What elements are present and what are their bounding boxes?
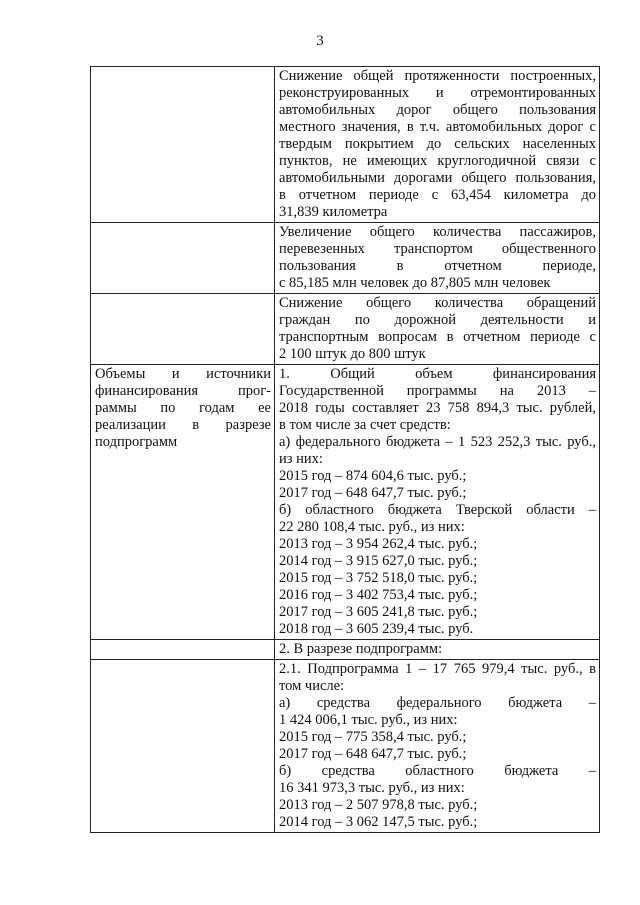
text-line: 2015 год – 3 752 518,0 тыс. руб.; (279, 570, 478, 586)
text-line: автомобильными дорогами общего пользования, (279, 170, 596, 186)
text-line: 2018 годы составляет 23 758 894,3 тыс. рублей, (279, 400, 596, 416)
row-label-cell (91, 640, 275, 660)
text-line: 2017 год – 648 647,7 тыс. руб.; (279, 485, 467, 501)
text-line: граждан по дорожной деятельности и (279, 312, 596, 328)
text-line: 2.1. Подпрограмма 1 – 17 765 979,4 тыс. руб., в (279, 661, 596, 677)
row-label-cell (91, 660, 275, 833)
subprogram-heading (275, 640, 600, 660)
text-line: а) федерального бюджета – 1 523 252,3 тыс. руб., (279, 434, 596, 450)
subprogram-1-funding (275, 660, 600, 833)
text-line: Снижение общей протяженности построенных, (279, 68, 596, 84)
indicator-complaints (275, 294, 600, 365)
text-line: с 85,185 млн человек до 87,805 млн человек (279, 275, 551, 291)
text-line: том числе: (279, 678, 345, 694)
text-line: б) областного бюджета Тверской области – (279, 502, 596, 518)
text-line: местного значения, в т.ч. автомобильных дорог с (279, 119, 596, 135)
page-number: 3 (316, 33, 324, 49)
text-line: а) средства федерального бюджета – (279, 695, 596, 711)
text-line: в том числе за счет средств: (279, 417, 451, 433)
total-funding (275, 365, 600, 640)
text-line: 2014 год – 3 915 627,0 тыс. руб.; (279, 553, 478, 569)
table-row (91, 223, 600, 294)
text-line: пользования в отчетном периоде, (279, 258, 596, 274)
text-line: финансирования прог- (95, 383, 271, 399)
text-line: Снижение общего количества обращений (279, 295, 596, 311)
table-row (91, 365, 600, 640)
program-passport-table (90, 66, 600, 833)
row-label-cell (91, 67, 275, 223)
text-line: Объемы и источники (95, 366, 271, 382)
text-line: б) средства областного бюджета – (279, 763, 596, 779)
text-line: 2015 год – 874 604,6 тыс. руб.; (279, 468, 467, 484)
text-line: Увеличение общего количества пассажиров, (279, 224, 596, 240)
text-line: в отчетном периоде с 63,454 километра до (279, 187, 596, 203)
text-line: 2013 год – 3 954 262,4 тыс. руб.; (279, 536, 478, 552)
text-line: реализации в разрезе (95, 417, 271, 433)
text-line: 2017 год – 648 647,7 тыс. руб.; (279, 746, 467, 762)
text-line: из них: (279, 451, 323, 467)
text-line: раммы по годам ее (95, 400, 271, 416)
text-line: 31,839 километра (279, 204, 388, 220)
funding-sources-label (91, 365, 275, 640)
text-line: реконструированных и отремонтированных (279, 85, 596, 101)
text-line: пунктов, не имеющих круглогодичной связи с (279, 153, 596, 169)
text-line: 2018 год – 3 605 239,4 тыс. руб. (279, 621, 474, 637)
table-row (91, 294, 600, 365)
text-line: 1. Общий объем финансирования (279, 366, 596, 382)
indicator-road-length (275, 67, 600, 223)
text-line: 2. В разрезе подпрограмм: (279, 641, 443, 657)
text-line: 2015 год – 775 358,4 тыс. руб.; (279, 729, 467, 745)
text-line: 22 280 108,4 тыс. руб., из них: (279, 519, 465, 535)
text-line: транспортным вопросам в отчетном периоде с (279, 329, 596, 345)
text-line: 2016 год – 3 402 753,4 тыс. руб.; (279, 587, 478, 603)
text-line: 2014 год – 3 062 147,5 тыс. руб.; (279, 814, 478, 830)
text-line: Государственной программы на 2013 – (279, 383, 596, 399)
table-row (91, 67, 600, 223)
table-row (91, 660, 600, 833)
text-line: автомобильных дорог общего пользования (279, 102, 596, 118)
row-label-cell (91, 294, 275, 365)
text-line: твердым покрытием до сельских населенных (279, 136, 596, 152)
table-row (91, 640, 600, 660)
text-line: 1 424 006,1 тыс. руб., из них: (279, 712, 458, 728)
text-line: перевезенных транспортом общественного (279, 241, 596, 257)
text-line: 16 341 973,3 тыс. руб., из них: (279, 780, 465, 796)
text-line: 2013 год – 2 507 978,8 тыс. руб.; (279, 797, 478, 813)
indicator-passengers (275, 223, 600, 294)
row-label-cell (91, 223, 275, 294)
text-line: подпрограмм (95, 434, 178, 450)
text-line: 2017 год – 3 605 241,8 тыс. руб.; (279, 604, 478, 620)
text-line: 2 100 штук до 800 штук (279, 346, 426, 362)
